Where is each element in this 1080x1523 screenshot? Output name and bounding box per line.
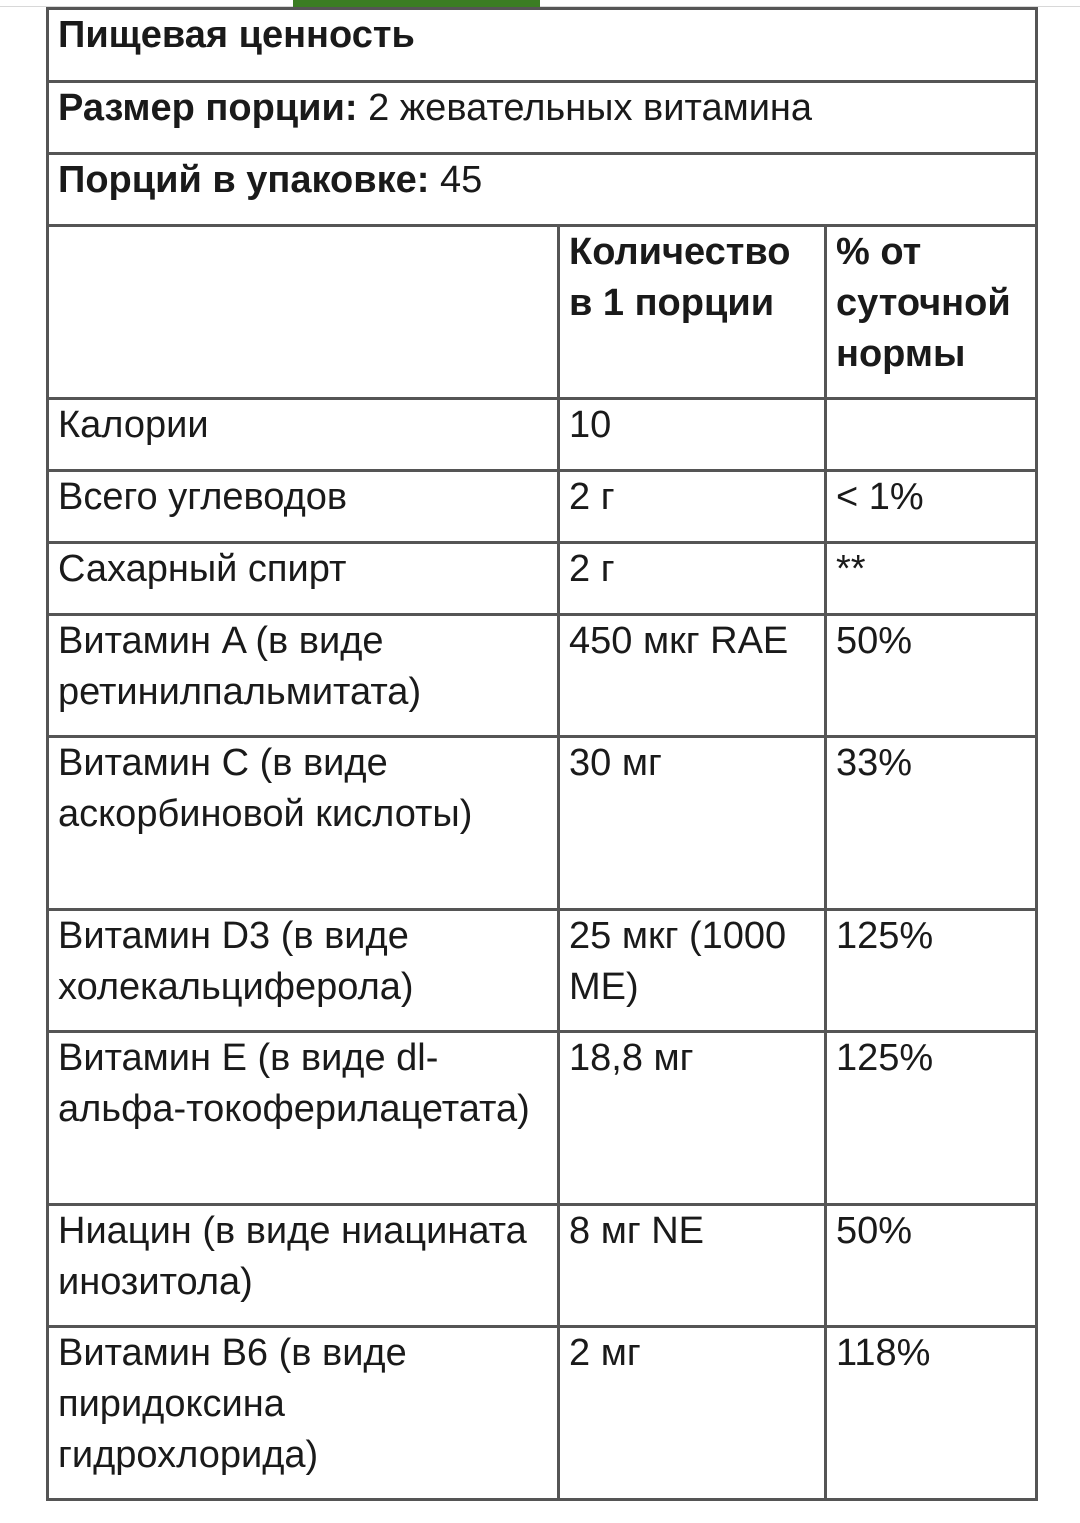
nutrient-amount: 2 г (559, 471, 826, 543)
column-header-nutrient (48, 226, 559, 399)
table-row (48, 471, 1037, 543)
nutrition-facts-table (46, 7, 1038, 1501)
servings-per-container-row (48, 154, 1037, 226)
nutrient-name: Сахарный спирт (48, 543, 559, 615)
nutrient-daily-value: 50% (826, 615, 1037, 737)
column-header-row (48, 226, 1037, 399)
table-row (48, 737, 1037, 910)
nutrient-name: Ниацин (в виде ниацината инозитола) (48, 1205, 559, 1327)
nutrient-name: Витамин B6 (в виде пиридоксина гидрохлорида) (48, 1327, 559, 1500)
nutrient-daily-value: < 1% (826, 471, 1037, 543)
nutrient-amount: 25 мкг (1000 МЕ) (559, 910, 826, 1032)
nutrient-amount: 8 мг NE (559, 1205, 826, 1327)
serving-size-cell (48, 82, 1037, 154)
nutrient-name: Витамин E (в виде dl-альфа-токоферилацетата) (48, 1032, 559, 1205)
nutrient-daily-value: ** (826, 543, 1037, 615)
table-row (48, 1032, 1037, 1205)
table-row (48, 1205, 1037, 1327)
serving-size-value: 2 жевательных витамина (357, 87, 813, 129)
nutrient-name: Всего углеводов (48, 471, 559, 543)
servings-per-container-value: 45 (429, 159, 483, 201)
nutrient-name: Витамин D3 (в виде холекальциферола) (48, 910, 559, 1032)
nutrient-amount: 18,8 мг (559, 1032, 826, 1205)
serving-size-label: Размер порции: (58, 87, 358, 129)
serving-size-row (48, 82, 1037, 154)
active-tab-indicator (293, 0, 540, 7)
nutrient-amount: 2 г (559, 543, 826, 615)
column-header-amount: Количество в 1 порции (559, 226, 826, 399)
table-title: Пищевая ценность (48, 9, 1037, 82)
table-title-row (48, 9, 1037, 82)
table-row (48, 399, 1037, 471)
nutrient-daily-value: 33% (826, 737, 1037, 910)
table-row (48, 615, 1037, 737)
nutrient-amount: 30 мг (559, 737, 826, 910)
nutrient-amount: 2 мг (559, 1327, 826, 1500)
table-row (48, 1327, 1037, 1500)
nutrient-name: Витамин C (в виде аскорбиновой кислоты) (48, 737, 559, 910)
nutrient-amount: 10 (559, 399, 826, 471)
nutrient-daily-value (826, 399, 1037, 471)
table-row (48, 910, 1037, 1032)
nutrient-daily-value: 125% (826, 910, 1037, 1032)
servings-per-container-cell (48, 154, 1037, 226)
nutrient-amount: 450 мкг RAE (559, 615, 826, 737)
nutrient-name: Витамин A (в виде ретинилпальмитата) (48, 615, 559, 737)
nutrient-name: Калории (48, 399, 559, 471)
servings-per-container-label: Порций в упаковке: (58, 159, 430, 201)
nutrient-daily-value: 50% (826, 1205, 1037, 1327)
table-row (48, 543, 1037, 615)
column-header-daily-value: % от суточной нормы (826, 226, 1037, 399)
nutrient-daily-value: 125% (826, 1032, 1037, 1205)
nutrient-daily-value: 118% (826, 1327, 1037, 1500)
